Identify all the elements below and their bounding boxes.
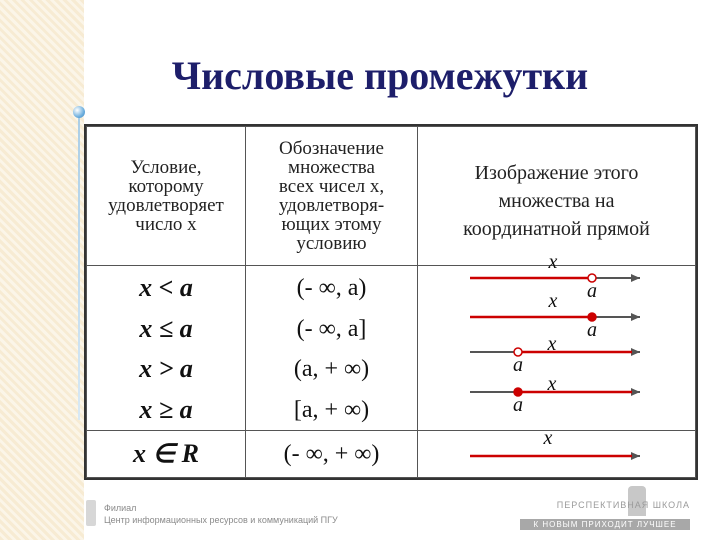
arrow-icon xyxy=(631,274,640,282)
header-image: Изображение этого множества на координатной прямой xyxy=(418,127,696,266)
x-label: x xyxy=(548,290,558,312)
header-condition: Условие, которому удовлетворяет число x xyxy=(87,127,246,266)
condition-cell: x ∈ R xyxy=(87,431,246,478)
a-label: a xyxy=(513,394,523,416)
x-label: x xyxy=(547,373,557,395)
interval-cell: (- ∞, a] xyxy=(246,310,418,348)
condition-cell: x > a xyxy=(87,348,246,390)
interval-cell: (- ∞, a) xyxy=(246,266,418,311)
brand-logo: ПЕРСПЕКТИВНАЯ ШКОЛА К НОВЫМ ПРИХОДИТ ЛУЧШЕЕ xyxy=(550,486,690,530)
condition-cell: x ≤ a xyxy=(87,310,246,348)
a-label: a xyxy=(587,319,597,341)
interval-cell: (a, + ∞) xyxy=(246,348,418,390)
arrow-icon xyxy=(631,348,640,356)
header-notation: Обозначение множества всех чисел x, удовлетворя- ющих этому условию xyxy=(246,127,418,266)
x-label: x xyxy=(543,427,553,449)
condition-cell: x < a xyxy=(87,266,246,311)
footer-credit: Филиал Центр информационных ресурсов и коммуникаций ПГУ xyxy=(104,503,338,525)
slide-title: Числовые промежутки xyxy=(171,53,589,98)
interval-cell: (- ∞, + ∞) xyxy=(246,431,418,478)
arrow-icon xyxy=(631,452,640,460)
arrow-icon xyxy=(631,313,640,321)
a-label: a xyxy=(513,354,523,376)
arrow-icon xyxy=(631,388,640,396)
a-label: a xyxy=(587,280,597,302)
x-label: x xyxy=(547,333,557,355)
interval-cell: [a, + ∞) xyxy=(246,390,418,431)
condition-cell: x ≥ a xyxy=(87,390,246,431)
x-label: x xyxy=(548,251,558,273)
